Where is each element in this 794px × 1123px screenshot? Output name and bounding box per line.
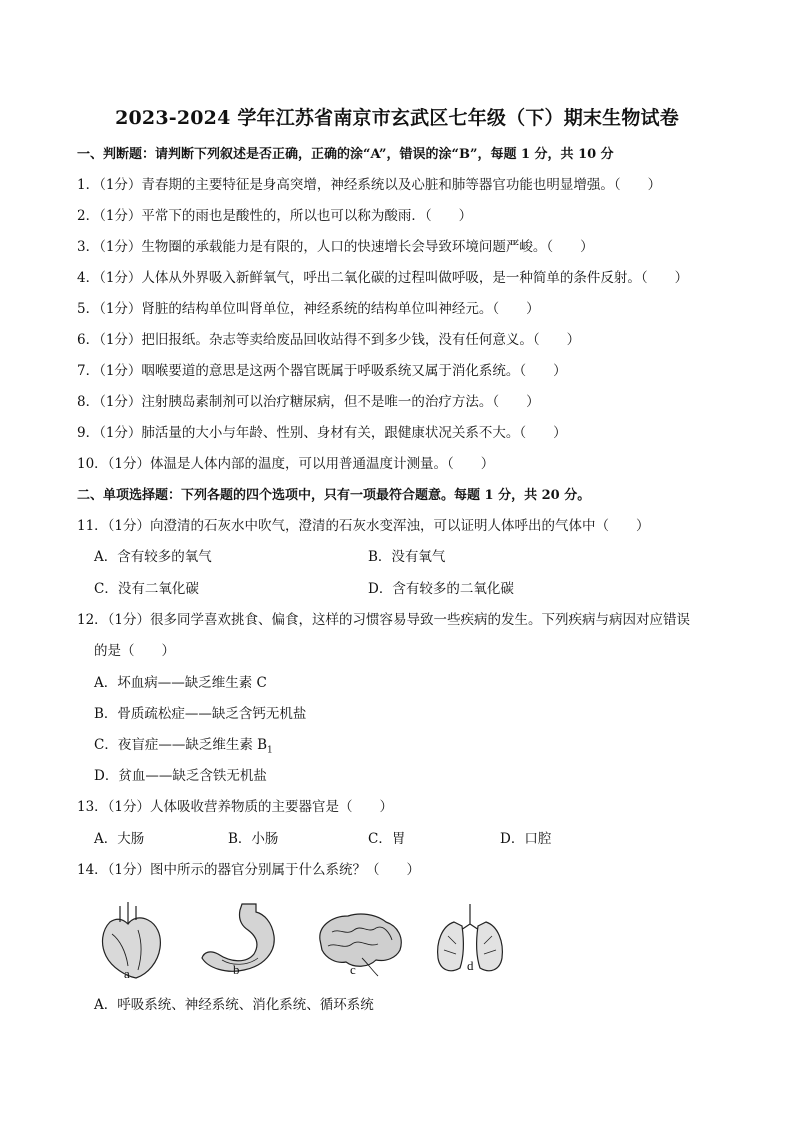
q11-option-c: C．没有二氧化碳 (94, 581, 199, 597)
q14-option-a: A．呼吸系统、神经系统、消化系统、循环系统 (94, 997, 374, 1013)
q13-option-b: B．小肠 (228, 831, 279, 847)
figure-label-a: a (124, 966, 130, 981)
question-13: 13．（1分）人体吸收营养物质的主要器官是（ ） (77, 799, 394, 815)
q12-option-d: D．贫血——缺乏含铁无机盐 (94, 768, 267, 784)
question-9: 9．（1分）肺活量的大小与年龄、性别、身材有关，跟健康状况关系不大。（ ） (77, 425, 567, 441)
q13-option-d: D．口腔 (500, 831, 552, 847)
question-5: 5．（1分）肾脏的结构单位叫肾单位，神经系统的结构单位叫神经元。（ ） (77, 301, 540, 317)
q13-option-c: C．胃 (368, 831, 406, 847)
q12-option-c (94, 736, 273, 760)
q12-option-a: A．坏血病——缺乏维生素 C (94, 675, 267, 691)
question-11: 11．（1分）向澄清的石灰水中吹气，澄清的石灰水变浑浊，可以证明人体呼出的气体中（ ） (77, 518, 650, 534)
figure-label-b: b (233, 962, 240, 977)
question-1: 1．（1分）青春期的主要特征是身高突增，神经系统以及心脏和肺等器官功能也明显增强。（ ） (77, 177, 662, 193)
q11-option-a: A．含有较多的氧气 (94, 549, 212, 565)
organ-figure-svg (92, 896, 512, 982)
q11-option-d: D．含有较多的二氧化碳 (368, 581, 514, 597)
q12-option-c-subscript: 1 (267, 745, 273, 756)
section-2-heading: 二、单项选择题：下列各题的四个选项中，只有一项最符合题意。每题 1 分，共 20 分。 (77, 488, 591, 503)
question-8: 8．（1分）注射胰岛素制剂可以治疗糖尿病，但不是唯一的治疗方法。（ ） (77, 394, 540, 410)
figure-label-d: d (467, 958, 474, 973)
question-14: 14．（1分）图中所示的器官分别属于什么系统？（ ） (77, 862, 421, 878)
question-6: 6．（1分）把旧报纸。杂志等卖给废品回收站得不到多少钱，没有任何意义。（ ） (77, 332, 581, 348)
question-7: 7．（1分）咽喉要道的意思是这两个器官既属于呼吸系统又属于消化系统。（ ） (77, 363, 567, 379)
q13-option-a: A．大肠 (94, 831, 145, 847)
question-4: 4．（1分）人体从外界吸入新鲜氧气，呼出二氧化碳的过程叫做呼吸，是一种简单的条件反射。（ ） (77, 270, 689, 286)
question-12-line2: 的是（ ） (94, 643, 175, 659)
q12-option-b: B．骨质疏松症——缺乏含钙无机盐 (94, 706, 307, 722)
heart-illustration (103, 902, 161, 978)
question-10: 10．（1分）体温是人体内部的温度，可以用普通温度计测量。（ ） (77, 456, 495, 472)
page-title: 2023-2024 学年江苏省南京市玄武区七年级（下）期末生物试卷 (115, 107, 679, 129)
question-12-line1: 12．（1分）很多同学喜欢挑食、偏食，这样的习惯容易导致一些疾病的发生。下列疾病与病因对应错误 (77, 612, 691, 628)
section-1-heading: 一、判断题：请判断下列叙述是否正确，正确的涂“A”，错误的涂“B”，每题 1 分，共 10 分 (77, 147, 614, 162)
brain-illustration (320, 914, 401, 976)
q12-option-c-text: C．夜盲症——缺乏维生素 B (94, 737, 268, 753)
question-3: 3．（1分）生物圈的承载能力是有限的，人口的快速增长会导致环境问题严峻。（ ） (77, 239, 594, 255)
figure-label-c: c (350, 962, 356, 977)
q11-option-b: B．没有氧气 (368, 549, 446, 565)
question-2: 2．（1分）平常下的雨也是酸性的，所以也可以称为酸雨．（ ） (77, 208, 473, 224)
organ-figure (92, 896, 512, 982)
